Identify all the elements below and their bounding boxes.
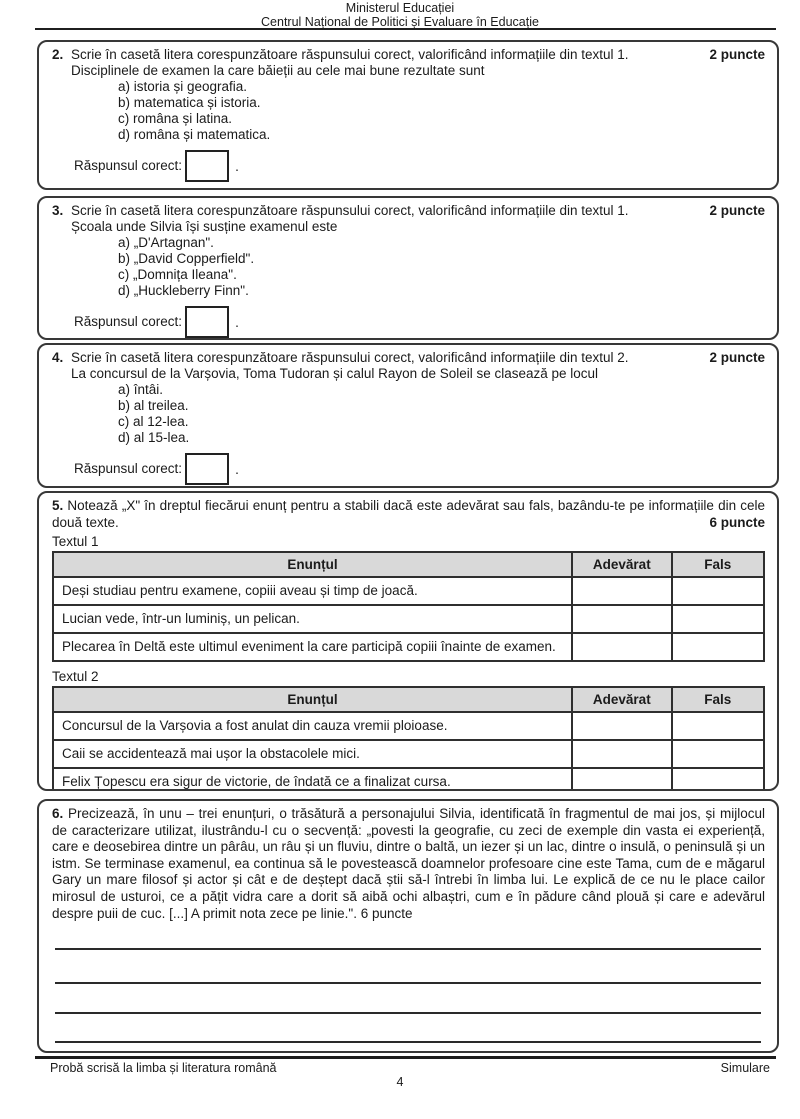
question-5-prompt [52, 498, 765, 531]
question-6-prompt [52, 806, 765, 922]
answer-input-box[interactable] [185, 150, 229, 182]
table-row [53, 605, 764, 633]
option-a: a) istoria și geografia. [118, 79, 248, 94]
option-c: c) „Domnița Ileana". [118, 267, 237, 282]
question-5-number: 5. [52, 498, 64, 513]
footer-exam-name: Probă scrisă la limba și literatura română [50, 1061, 277, 1075]
option-d: d) „Huckleberry Finn". [118, 283, 249, 298]
question-6-box [37, 799, 779, 1053]
question-3-options [118, 235, 765, 299]
question-3-statement: Școala unde Silvia își susține examenul este [71, 219, 338, 234]
true-cell[interactable] [572, 768, 672, 791]
answer-suffix: . [235, 158, 239, 174]
true-cell[interactable] [572, 605, 672, 633]
question-3-prompt-row [52, 203, 765, 219]
false-cell[interactable] [672, 740, 764, 768]
answer-input-box[interactable] [185, 453, 229, 485]
option-c: c) româna și latina. [118, 111, 233, 126]
question-4-options [118, 382, 765, 446]
question-3-prompt: Scrie în casetă litera corespunzătoare răspunsului corect, valorificând informațiile din textul 1. [71, 203, 629, 218]
page-header [0, 2, 800, 29]
question-2-statement: Disciplinele de examen la care băieții au cele mai bune rezultate sunt [71, 63, 485, 78]
question-5-prompt-text: Notează „X" în dreptul fiecărui enunț pentru a stabili dacă este adevărat sau fals, bazându-te pe informațiile din cele două texte. [52, 498, 765, 530]
true-cell[interactable] [572, 740, 672, 768]
answer-label: Răspunsul corect: [74, 461, 183, 476]
answer-suffix: . [235, 314, 239, 330]
answer-label: Răspunsul corect: [74, 314, 183, 329]
table-header-row [53, 687, 764, 712]
false-header: Fals [672, 687, 764, 712]
statement-header: Enunțul [53, 687, 572, 712]
statement-cell: Lucian vede, într-un luminiș, un pelican. [53, 605, 572, 633]
question-6-points: 6 puncte [360, 905, 413, 921]
table-row [53, 633, 764, 661]
question-3-box [37, 196, 779, 340]
question-4-answer-row [74, 453, 765, 485]
center-title: Centrul Național de Politici și Evaluare în Educație [261, 14, 539, 29]
answer-label: Răspunsul corect: [74, 158, 183, 173]
statement-cell: Caii se accidentează mai ușor la obstacolele mici. [53, 740, 572, 768]
question-5-points: 6 puncte [699, 515, 765, 532]
table-header-row [53, 552, 764, 577]
statement-cell: Deși studiau pentru examene, copiii aveau și timp de joacă. [53, 577, 572, 605]
text2-label: Textul 2 [52, 669, 99, 684]
true-false-table-1 [52, 551, 765, 662]
answer-input-box[interactable] [185, 306, 229, 338]
footer [50, 1061, 770, 1075]
false-cell[interactable] [672, 712, 764, 740]
question-2-box [37, 40, 779, 190]
answer-writing-line[interactable] [55, 1041, 761, 1043]
false-header: Fals [672, 552, 764, 577]
question-4-box [37, 343, 779, 488]
question-4-number: 4. [52, 350, 64, 365]
question-2-points: 2 puncte [709, 47, 765, 62]
question-3-answer-row [74, 306, 765, 338]
statement-header: Enunțul [53, 552, 572, 577]
footer-rule [35, 1056, 776, 1059]
question-2-answer-row [74, 150, 765, 182]
statement-cell: Concursul de la Varșovia a fost anulat din cauza vremii ploioase. [53, 712, 572, 740]
question-2-number: 2. [52, 47, 64, 62]
option-c: c) al 12-lea. [118, 414, 189, 429]
question-4-prompt-row [52, 350, 765, 366]
true-false-table-2 [52, 686, 765, 791]
question-4-statement: La concursul de la Varșovia, Toma Tudoran și calul Rayon de Soleil se clasează pe locul [71, 366, 599, 381]
question-6-prompt-text: Precizează, în unu – trei enunțuri, o trăsătură a personajului Silvia, identificată în fragmentul de mai jos, și mijlocul de caracterizare utilizat, ilustrându-l cu o secvență: „povesti la geografie, cu zeci de exemple din vasta ei experiență, care e deosebirea dintre un pârâu, un râu și un fluviu, dintre o baltă, un iezer și un lac, dintre o insulă, o peninsulă și un istm. Se terminase examenul, ea continua să le povestească doamnelor profesoare cine este Tama, cum de e măgarul Gary un mare filosof și actor și cât e de deștept dacă știi să-l întrebi în limba lui. Le explică de ce nu le place cailor mirosul de usturoi, ce a pățit vidra care a dorit să aibă ochi albaștri, cum e în pădure când plouă și care e adevărul despre puii de cuc. [...] A primit nota zece pe linie.". [52, 806, 765, 921]
true-header: Adevărat [572, 552, 672, 577]
answer-writing-line[interactable] [55, 948, 761, 950]
true-cell[interactable] [572, 633, 672, 661]
true-header: Adevărat [572, 687, 672, 712]
ministry-title: Ministerul Educației [345, 1, 455, 15]
option-a: a) întâi. [118, 382, 164, 397]
option-d: d) al 15-lea. [118, 430, 190, 445]
question-4-points: 2 puncte [709, 350, 765, 365]
true-cell[interactable] [572, 712, 672, 740]
question-3-number: 3. [52, 203, 64, 218]
question-3-points: 2 puncte [709, 203, 765, 218]
false-cell[interactable] [672, 768, 764, 791]
option-a: a) „D'Artagnan". [118, 235, 214, 250]
statement-cell: Plecarea în Deltă este ultimul eveniment la care participă copiii înainte de examen. [53, 633, 572, 661]
false-cell[interactable] [672, 577, 764, 605]
answer-writing-line[interactable] [55, 982, 761, 984]
text1-label: Textul 1 [52, 534, 99, 549]
footer-session-name: Simulare [720, 1061, 770, 1075]
answer-suffix: . [235, 461, 239, 477]
header-rule [35, 28, 776, 30]
option-d: d) româna și matematica. [118, 127, 271, 142]
question-5-box [37, 491, 779, 791]
page-number: 4 [396, 1075, 404, 1089]
false-cell[interactable] [672, 633, 764, 661]
question-2-options [118, 79, 765, 143]
question-6-number: 6. [52, 806, 64, 821]
table-row [53, 768, 764, 791]
question-2-prompt-row [52, 47, 765, 63]
statement-cell: Felix Țopescu era sigur de victorie, de îndată ce a finalizat cursa. [53, 768, 572, 791]
table-row [53, 740, 764, 768]
table-row [53, 577, 764, 605]
option-b: b) al treilea. [118, 398, 189, 413]
table-row [53, 712, 764, 740]
answer-writing-line[interactable] [55, 1012, 761, 1014]
option-b: b) matematica și istoria. [118, 95, 261, 110]
question-4-prompt: Scrie în casetă litera corespunzătoare răspunsului corect, valorificând informațiile din textul 2. [71, 350, 629, 365]
true-cell[interactable] [572, 577, 672, 605]
option-b: b) „David Copperfield". [118, 251, 255, 266]
false-cell[interactable] [672, 605, 764, 633]
question-2-prompt: Scrie în casetă litera corespunzătoare răspunsului corect, valorificând informațiile din textul 1. [71, 47, 629, 62]
